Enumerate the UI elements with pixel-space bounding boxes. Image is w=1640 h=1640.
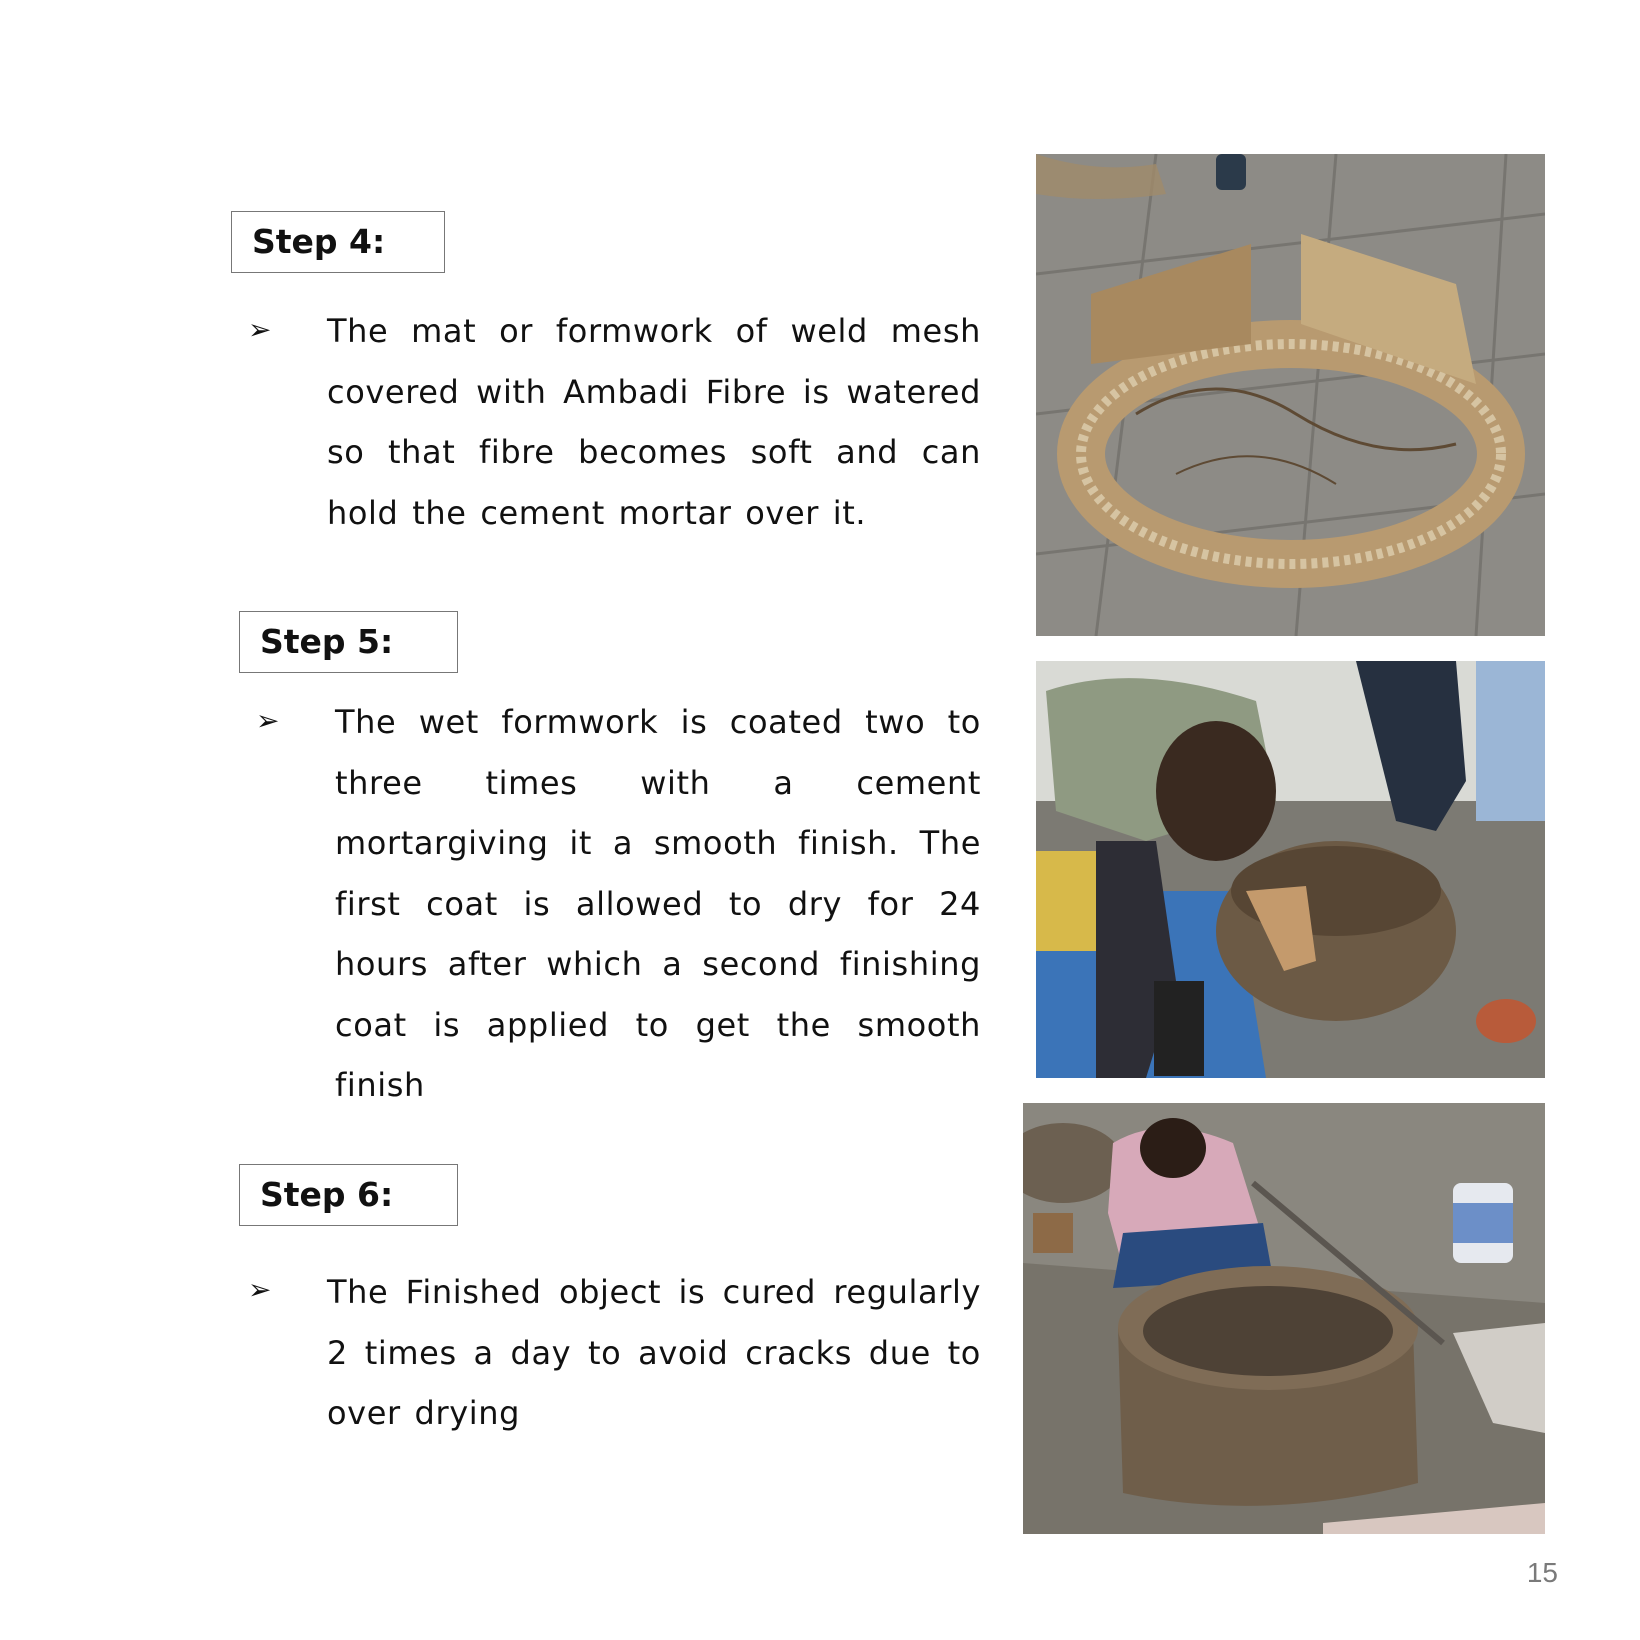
arrow-bullet-icon: ➢ <box>248 1273 272 1306</box>
coating-mortar-photo <box>1036 661 1545 1078</box>
step-4-text: The mat or formwork of weld mesh covered with Ambadi Fibre is watered so that fibre becomes soft and can hold the cement mortar over it. <box>327 312 981 532</box>
step-4-heading: Step 4: <box>231 211 445 273</box>
step-6-heading: Step 6: <box>239 1164 458 1226</box>
page-number: 15 <box>1526 1557 1558 1588</box>
step-5-text: The wet formwork is coated two to three times with a cement mortargiving it a smooth finish. The first coat is allowed to dry for 24 hours after which a second finishing coat is applied to get the smooth finish <box>335 703 981 1104</box>
arrow-bullet-icon: ➢ <box>256 704 280 737</box>
finished-object-photo <box>1023 1103 1545 1534</box>
fibre-formwork-photo <box>1036 154 1545 636</box>
step-6-text: The Finished object is cured regularly 2 times a day to avoid cracks due to over drying <box>327 1273 981 1432</box>
step-5-heading: Step 5: <box>239 611 458 673</box>
arrow-bullet-icon: ➢ <box>248 313 272 346</box>
